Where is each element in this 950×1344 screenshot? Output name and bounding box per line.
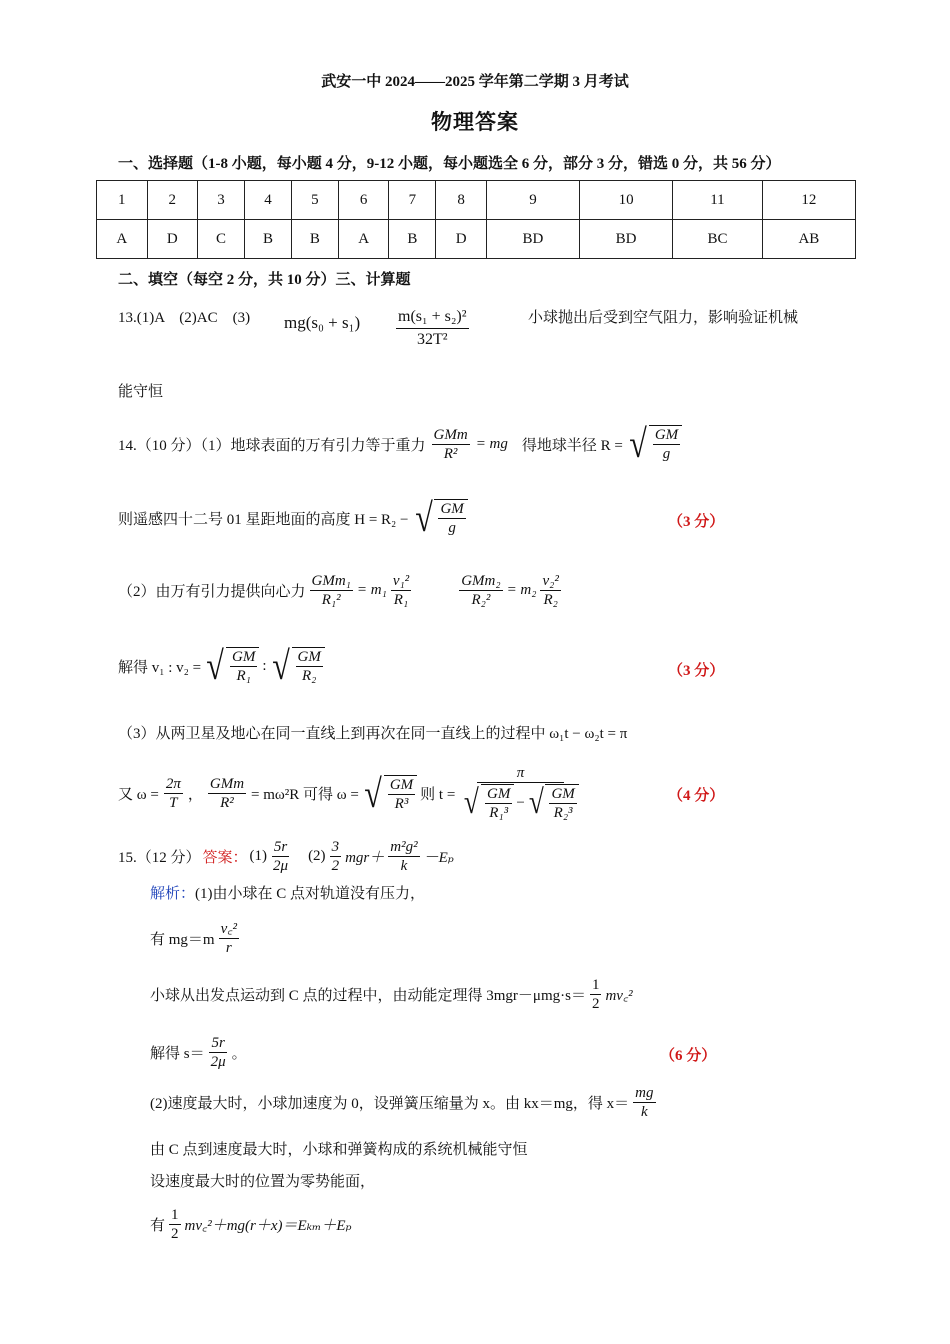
q15-line2-num: v꜀² — [220, 921, 237, 937]
q14-p3b-t-d2-den: R₂³ — [553, 805, 573, 821]
q15-analysis-label: 解析： — [150, 886, 196, 902]
answer-table-number-row — [97, 181, 856, 220]
q15-line4-den: 2μ — [210, 1054, 226, 1070]
q15-line2 — [150, 920, 241, 957]
question-number-cell: 10 — [580, 181, 673, 220]
q15-line8 — [150, 1206, 352, 1243]
q14-p1-text: 14.（10 分）（1）地球表面的万有引力等于重力 — [118, 437, 426, 454]
q14-p3b-f1-den: T — [169, 795, 178, 811]
q14-p2b-s2-den: R₂ — [301, 668, 317, 684]
q15-line2-pre: 有 mg＝m — [150, 932, 215, 948]
answer-cell: C — [198, 220, 245, 259]
q14-p3b-comma: ， — [187, 787, 203, 803]
answer-cell: B — [244, 220, 291, 259]
answer-cell: D — [147, 220, 198, 259]
q15-line5 — [150, 1084, 658, 1121]
section1-heading: 一、选择题（1-8 小题，每小题 4 分，9-12 小题，每小题选全 6 分，部分 3 分，错选 0 分，共 56 分） — [118, 156, 781, 172]
answer-cell: AB — [762, 220, 855, 259]
q14-score1: （3 分） — [668, 514, 725, 530]
q14-part3b: 又 ω = $\frac{2\pi}{T}$ ， $\frac{\text{GMm}}{\text{R²}}$ = mω²R 可得 ω = √ $\frac{GM}{\text{R³}}$ 则 t = π √ $\frac{GM}{\text{R₁³}}$ − √ $\frac{GM}{\text{R₂³}}$ — [118, 764, 583, 823]
answer-cell: A — [338, 220, 389, 259]
q15-ans2-tail: －Eₚ — [423, 850, 454, 866]
question-number-cell: 1 — [97, 181, 148, 220]
q14-p2-f1-num: GMm₁ — [311, 573, 351, 589]
q14-p1-rhs: = mg — [475, 435, 508, 452]
q15-line1 — [150, 882, 425, 903]
q14-p1b-sqrt: √ $\frac{GM}{g}$ — [413, 498, 468, 538]
subject-title: 物理答案 — [431, 110, 519, 134]
q14-part1b — [118, 495, 468, 540]
q14-p3b-s-num: GM — [389, 776, 414, 793]
q15-line2-den: r — [225, 940, 232, 956]
exam-title: 武安一中 2024——2025 学年第二学期 3 月考试 — [321, 74, 629, 90]
answer-cell: B — [389, 220, 436, 259]
q15-line5-num: mg — [635, 1085, 654, 1101]
q15-line3-pre: 小球从出发点运动到 C 点的过程中，由动能定理得 3mgr－μmg·s＝ — [150, 988, 586, 1004]
question-number-cell: 4 — [244, 181, 291, 220]
q15-ans1-den: 2μ — [273, 858, 289, 874]
q14-p3b-eq: = mω²R 可得 ω = — [251, 787, 359, 803]
q14-p3b-pre: 又 ω = — [118, 787, 159, 803]
q14-p2b-colon: : — [262, 657, 267, 674]
q15-line3-num: 1 — [591, 977, 600, 993]
q15-line5-den: k — [641, 1104, 648, 1120]
q15-line4 — [150, 1034, 247, 1071]
q15-line1-text: (1)由小球在 C 点对轨道没有压力， — [195, 886, 426, 902]
q14-p1-sqrt: √ $\frac{GM}{g}$ — [627, 424, 682, 464]
q14-p2b-s1-num: GM — [232, 649, 256, 665]
q15-ans2-den: 2 — [331, 858, 340, 874]
q14-p3b-f2-num: GMm — [209, 776, 245, 792]
q14-p2b-s2-num: GM — [297, 649, 321, 665]
q14-p3b-s-den: R³ — [394, 795, 409, 812]
q14-p2-f4-den: R₂ — [543, 592, 558, 608]
q14-p2-f3-den: R₂² — [471, 592, 491, 608]
q14-p3b-f1-num: 2π — [165, 776, 181, 792]
q15-line3 — [150, 976, 633, 1013]
q15-score4: （6 分） — [660, 1048, 717, 1064]
q14-score2: （3 分） — [668, 663, 725, 679]
q15-line3-den: 2 — [591, 996, 600, 1012]
section2-heading: 二、填空（每空 2 分，共 10 分）三、计算题 — [118, 272, 411, 288]
q14-p2-f1-den: R₁² — [321, 592, 341, 608]
q14-p2-text: （2）由万有引力提供向心力 — [118, 584, 306, 600]
question-number-cell: 5 — [291, 181, 338, 220]
q14-p3b-minus: − — [516, 794, 525, 811]
q14-p3b-t-d1-den: R₁³ — [489, 805, 509, 821]
q15-line4-tail: 。 — [231, 1046, 247, 1062]
q13-reason-cont: 能守恒 — [118, 384, 164, 400]
q14-p3-text: （3）从两卫星及地心在同一直线上到再次在同一直线上的过程中 ω₁t − ω₂t = π — [118, 726, 628, 742]
answer-cell: BD — [486, 220, 579, 259]
q14-part2 — [118, 572, 563, 609]
q14-p3b-t-d1-num: GM — [486, 786, 511, 802]
q15-ans2-mid: mgr＋ — [345, 850, 385, 866]
q15-line8-tail: mv꜀²＋mg(r＋x)＝Eₖₘ＋Eₚ — [184, 1218, 352, 1234]
q15-ans2-f-den: k — [400, 858, 408, 874]
q15-answer-2: (2) — [308, 848, 326, 864]
q14-p2-f2-den: R₁ — [393, 592, 409, 608]
question-number-cell: 3 — [198, 181, 245, 220]
q15-line8-den: 2 — [171, 1226, 179, 1242]
q14-p1-then: 得地球半径 R = — [521, 437, 623, 454]
q14-part2b: 解得 v₁ : v₂ = √ $\frac{GM}{\text{R₁}}$ : √ $\frac{GM}{\text{R₂}}$ — [118, 646, 325, 686]
q14-p2-eq1: = m₁ — [356, 582, 387, 598]
question-number-cell: 11 — [673, 181, 763, 220]
q14-p2b-text: 解得 v₁ : v₂ = — [118, 659, 202, 676]
q15-line6: 由 C 点到速度最大时，小球和弹簧构成的系统机械能守恒 — [150, 1142, 528, 1158]
q15-line3-tail: mv꜀² — [605, 987, 633, 1004]
answer-cell: BD — [580, 220, 673, 259]
q14-p2-f3-num: GMm₂ — [461, 573, 501, 589]
q15-ans2-num: 3 — [331, 839, 340, 855]
q15-line7: 设速度最大时的位置为零势能面， — [150, 1174, 376, 1190]
q14-p3b-then: 则 t = — [420, 787, 456, 803]
q14-p1b-text: 则遥感四十二号 01 星距地面的高度 H = R₂ − — [118, 511, 409, 528]
answer-cell: B — [291, 220, 338, 259]
answer-table — [96, 180, 856, 259]
answer-cell: A — [97, 220, 148, 259]
q15-ans2-f-num: m²g² — [390, 839, 418, 855]
q14-p3b-f2-den: R² — [220, 795, 234, 811]
q14-p1-sqrt-num: GM — [654, 427, 679, 443]
q15-line8-pre: 有 — [150, 1218, 166, 1234]
question-number-cell: 6 — [338, 181, 389, 220]
q14-p3b-t-d2-num: GM — [551, 786, 575, 802]
q15-header — [118, 838, 454, 875]
q13-frac-den: 32T² — [416, 331, 448, 348]
q14-p1-sqrt-den: g — [662, 446, 671, 462]
q14-part1 — [118, 421, 682, 466]
question-number-cell: 8 — [436, 181, 487, 220]
q14-p1-num: GMm — [433, 426, 468, 443]
q15-line5-pre: (2)速度最大时，小球加速度为 0，设弹簧压缩量为 x。由 kx＝mg，得 x＝ — [150, 1096, 630, 1112]
q15-answer-label: 答案： — [202, 850, 248, 866]
q15-line4-num: 5r — [211, 1035, 225, 1051]
answer-cell: BC — [673, 220, 763, 259]
answer-table-answer-row — [97, 220, 856, 259]
question-number-cell: 9 — [486, 181, 579, 220]
q15-answer-1: (1) — [249, 848, 268, 864]
q15-label: 15.（12 分） — [118, 850, 201, 866]
q15-line8-num: 1 — [171, 1207, 179, 1223]
q13-label: 13.(1)A (2)AC (3) — [118, 310, 251, 326]
q14-p1b-sqrt-den: g — [448, 520, 456, 536]
q14-p1-den: R² — [443, 445, 458, 462]
q14-p2-f2-num: v₁² — [392, 573, 410, 589]
q13-expr1: mg(s₀ + s₁) — [284, 313, 361, 332]
question-number-cell: 2 — [147, 181, 198, 220]
q13-fraction — [394, 306, 471, 351]
q14-p2-eq2: = m₂ — [506, 582, 537, 598]
q13-frac-num: m(s₁ + s₂)² — [396, 306, 469, 329]
q14-p1b-sqrt-num: GM — [440, 501, 464, 517]
q15-ans1-num: 5r — [273, 839, 288, 855]
question-number-cell: 7 — [389, 181, 436, 220]
question-number-cell: 12 — [762, 181, 855, 220]
answer-cell: D — [436, 220, 487, 259]
q14-p2-f4-num: v₂² — [542, 573, 559, 589]
q14-score3: （4 分） — [668, 788, 725, 804]
q13-reason: 小球抛出后受到空气阻力，影响验证机械 — [528, 310, 799, 326]
q14-p2b-s1-den: R₁ — [236, 668, 251, 684]
q15-line4-pre: 解得 s＝ — [150, 1046, 205, 1062]
q14-p3b-t-num: π — [477, 764, 565, 783]
